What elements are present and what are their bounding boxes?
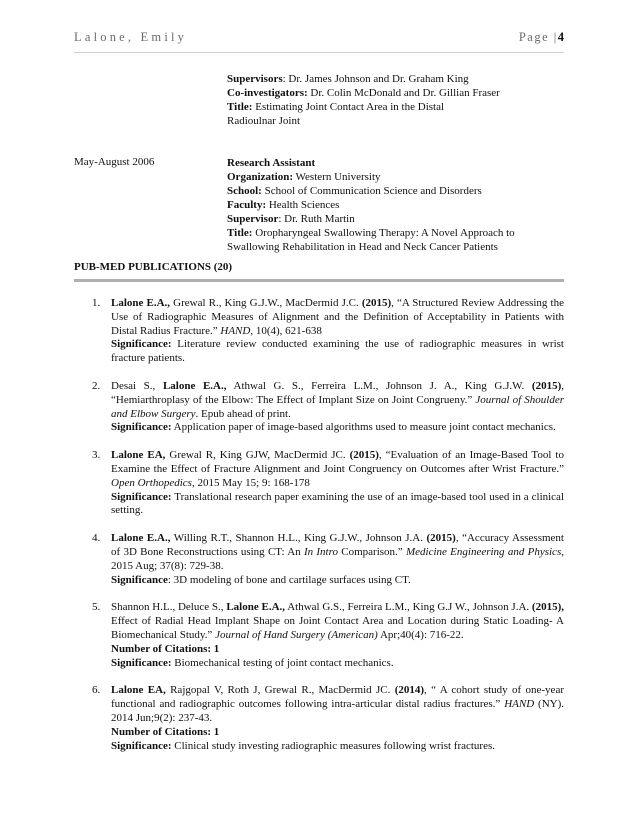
page-header xyxy=(74,30,564,53)
entry-supervisor: Supervisor: Dr. Ruth Martin xyxy=(227,213,355,225)
publication-list xyxy=(74,297,564,767)
entry-role: Research Assistant xyxy=(227,157,316,169)
project-title-line: Title: Estimating Joint Contact Area in the Distal xyxy=(227,101,445,113)
publication-significance: Significance: Biomechanical testing of joint contact mechanics. xyxy=(111,656,394,669)
supervisors-line: Supervisors: Dr. James Johnson and Dr. Graham King xyxy=(227,73,469,85)
publication-item: 3. Lalone EA, Grewal R, King GJW, MacDermid JC. (2015), “Evaluation of an Image-Based Tool to Examine the Effect of Fracture Alignment and Joint Congruency on Outcomes after Wrist Fracture.” Open Orthopedics, 2015 May 15; 9: 168-178 Significance: Translational research paper examining the use of an image-based tool used in a clinical setting. xyxy=(92,449,564,517)
entry-organization: Organization: Western University xyxy=(227,171,381,183)
publication-item: 5. Shannon H.L., Deluce S., Lalone E.A., Athwal G.S., Ferreira L.M., King G.J W., Johnson J.A. (2015), Effect of Radial Head Implant Shape on Joint Contact Area and Location during Static Loading- A Biomechanical Study.” Journal of Hand Surgery (American) Apr;40(4): 716-22. Number of Citations: 1 Significance: Biomechanical testing of joint contact mechanics. xyxy=(92,601,564,669)
publication-significance: Significance: Clinical study investing radiographic measures following wrist fractures. xyxy=(111,739,496,752)
entry-date: May-August 2006 xyxy=(74,156,155,168)
entry-school: School: School of Communication Science and Disorders xyxy=(227,185,482,197)
publication-significance: Significance: Literature review conducted examining the use of radiographic measures in wrist fracture patients. xyxy=(111,338,564,365)
project-title-line-2: Radioulnar Joint xyxy=(227,115,301,127)
publication-item: 4. Lalone E.A., Willing R.T., Shannon H.L., King G.J.W., Johnson J.A. (2015), “Accuracy Assessment of 3D Bone Reconstructions using CT: An In Intro Comparison.” Medicine Engineering and Physics, 2015 Aug; 37(8): 729-38. Significance: 3D modeling of bone and cartilage surfaces using CT. xyxy=(92,532,564,586)
publication-significance: Significance: Translational research paper examining the use of an image-based tool used in a clinical setting. xyxy=(111,490,564,517)
publication-citations: Number of Citations: 1 xyxy=(111,642,220,655)
entry-faculty: Faculty: Health Sciences xyxy=(227,199,340,211)
publication-significance: Significance: 3D modeling of bone and cartilage surfaces using CT. xyxy=(111,573,411,586)
section-divider xyxy=(74,279,564,282)
section-heading: PUB-MED PUBLICATIONS (20) xyxy=(74,261,233,273)
header-author-name: Lalone, Emily xyxy=(74,30,188,44)
header-page-number: Page |4 xyxy=(518,30,564,44)
publication-citations: Number of Citations: 1 xyxy=(111,725,220,738)
entry-title: Title: Oropharyngeal Swallowing Therapy: A Novel Approach to xyxy=(227,227,515,239)
supervision-block xyxy=(227,72,500,128)
publication-item: 6. Lalone EA, Rajgopal V, Roth J, Grewal R., MacDermid JC. (2014), “ A cohort study of one-year functional and radiographic outcomes following intra-articular distal radius fractures.” HAND (NY). 2014 Jun;9(2): 237-43. Number of Citations: 1 Significance: Clinical study investing radiographic measures following wrist fractures. xyxy=(92,684,564,752)
publication-significance: Significance: Application paper of image-based algorithms used to measure joint contact mechanics. xyxy=(111,421,556,434)
publication-item: 2. Desai S., Lalone E.A., Athwal G. S., Ferreira L.M., Johnson J. A., King G.J.W. (2015), “Hemiarthroplasy of the Elbow: The Effect of Implant Size on Joint Congrueny.” Journal of Shoulder and Elbow Surgery. Epub ahead of print. Significance: Application paper of image-based algorithms used to measure joint contact mechanics. xyxy=(92,379,564,434)
coinvestigators-line: Co-investigators: Dr. Colin McDonald and Dr. Gillian Fraser xyxy=(227,87,500,99)
research-assistant-block xyxy=(227,156,515,254)
entry-title-line-2: Swallowing Rehabilitation in Head and Neck Cancer Patients xyxy=(227,241,498,253)
publication-item: 1. Lalone E.A., Grewal R., King G.J.W., MacDermid J.C. (2015), “A Structured Review Addressing the Use of Radiographic Measures of Alignment and the Definition of Acceptability in Patients with Distal Radius Fracture.” HAND, 10(4), 621-638 Significance: Literature review conducted examining the use of radiographic measures in wrist fracture patients. xyxy=(92,297,564,365)
